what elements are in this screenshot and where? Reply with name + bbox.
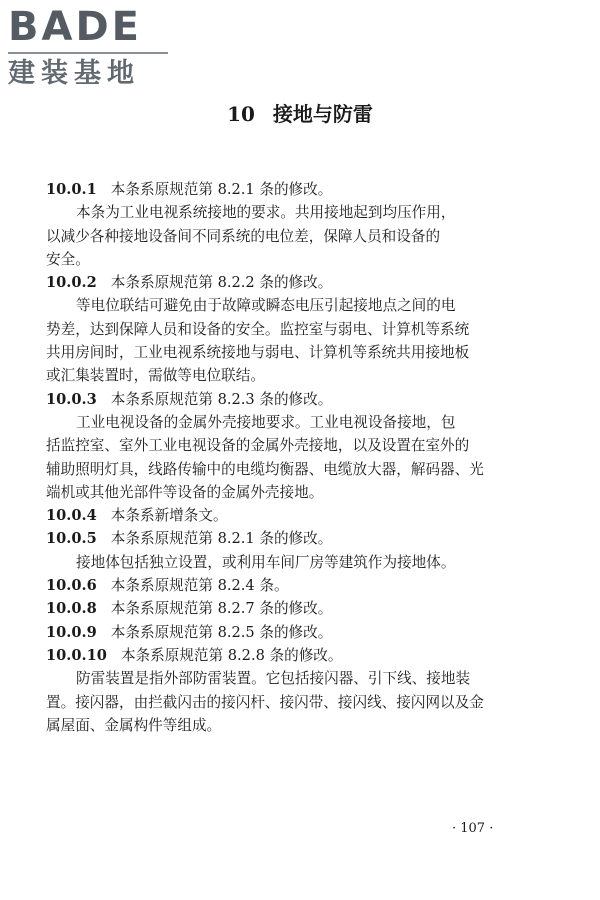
clause-number: 10.0.10	[46, 646, 107, 664]
chapter-title-text: 接地与防雷	[272, 102, 373, 126]
clause-line	[46, 504, 532, 527]
line-text: 势差，达到保障人员和设备的安全。监控室与弱电、计算机等系统	[46, 320, 470, 338]
text-line	[46, 248, 532, 271]
chapter-title	[0, 98, 600, 127]
line-text: 本条系新增条文。	[110, 507, 228, 525]
line-text: 本条系原规范第 8.2.1 条的修改。	[110, 181, 333, 198]
line-text: 本条系原规范第 8.2.7 条的修改。	[110, 600, 333, 618]
text-line	[46, 364, 532, 387]
text-line	[46, 411, 532, 434]
line-text: 属屋面、金属构件等组成。	[46, 716, 222, 734]
clause-number: 10.0.4	[46, 507, 97, 525]
text-line	[46, 434, 532, 457]
clause-number: 10.0.5	[46, 530, 97, 548]
logo-wordmark: BADE	[8, 4, 142, 50]
line-text: 本条系原规范第 8.2.8 条的修改。	[120, 646, 343, 664]
clause-line	[46, 597, 532, 620]
line-text: 安全。	[46, 250, 90, 268]
line-text: 等电位联结可避免由于故障或瞬态电压引起接地点之间的电	[76, 297, 456, 315]
clause-number: 10.0.8	[46, 600, 97, 618]
line-text: 本条系原规范第 8.2.4 条。	[110, 577, 289, 595]
line-text: 共用房间时，工业电视系统接地与弱电、计算机等系统共用接地板	[46, 344, 470, 362]
clause-line	[46, 621, 532, 644]
text-line	[46, 481, 532, 504]
clause-line	[46, 388, 532, 411]
bade-logo	[8, 4, 178, 90]
page-number: · 107 ·	[452, 821, 494, 836]
text-line	[46, 691, 532, 714]
text-line	[46, 341, 532, 364]
line-text: 辅助照明灯具，线路传输中的电缆均衡器、电缆放大器，解码器、光	[46, 460, 484, 478]
line-text: 本条系原规范第 8.2.5 条的修改。	[110, 623, 333, 641]
clause-line	[46, 644, 532, 667]
logo-divider	[8, 52, 168, 54]
text-line	[46, 201, 532, 224]
text-line	[46, 458, 532, 481]
line-text: 防雷装置是指外部防雷装置。它包括接闪器、引下线、接地装	[76, 670, 471, 688]
text-line	[46, 551, 532, 574]
text-line	[46, 294, 532, 317]
clause-number: 10.0.1	[46, 181, 97, 198]
chapter-number: 10	[227, 102, 255, 126]
text-line	[46, 225, 532, 248]
clause-number: 10.0.9	[46, 623, 97, 641]
line-text: 工业电视设备的金属外壳接地要求。工业电视设备接地，包	[76, 413, 456, 431]
line-text: 本条系原规范第 8.2.2 条的修改。	[110, 274, 333, 292]
text-line	[46, 667, 532, 690]
clause-number: 10.0.2	[46, 274, 97, 292]
clause-number: 10.0.3	[46, 390, 97, 408]
text-line	[46, 318, 532, 341]
line-text: 本条系原规范第 8.2.1 条的修改。	[110, 530, 333, 548]
clause-line	[46, 271, 532, 294]
line-text: 端机或其他光部件等设备的金属外壳接地。	[46, 483, 324, 501]
line-text: 本条为工业电视系统接地的要求。共用接地起到均压作用，	[76, 204, 456, 222]
line-text: 或汇集装置时，需做等电位联结。	[46, 367, 265, 385]
line-text: 置。接闪器，由拦截闪击的接闪杆、接闪带、接闪线、接闪网以及金	[46, 693, 484, 711]
clause-line	[46, 574, 532, 597]
clause-number: 10.0.6	[46, 577, 97, 595]
clause-line	[46, 527, 532, 550]
clause-line	[46, 178, 532, 201]
text-line	[46, 714, 532, 737]
logo-chinese-name: 建装基地	[8, 58, 140, 89]
line-text: 括监控室、室外工业电视设备的金属外壳接地，以及设置在室外的	[46, 437, 470, 455]
line-text: 本条系原规范第 8.2.3 条的修改。	[110, 390, 333, 408]
line-text: 接地体包括独立设置，或利用车间厂房等建筑作为接地体。	[76, 553, 456, 571]
document-body	[46, 178, 532, 737]
line-text: 以减少各种接地设备间不同系统的电位差，保障人员和设备的	[46, 227, 441, 245]
